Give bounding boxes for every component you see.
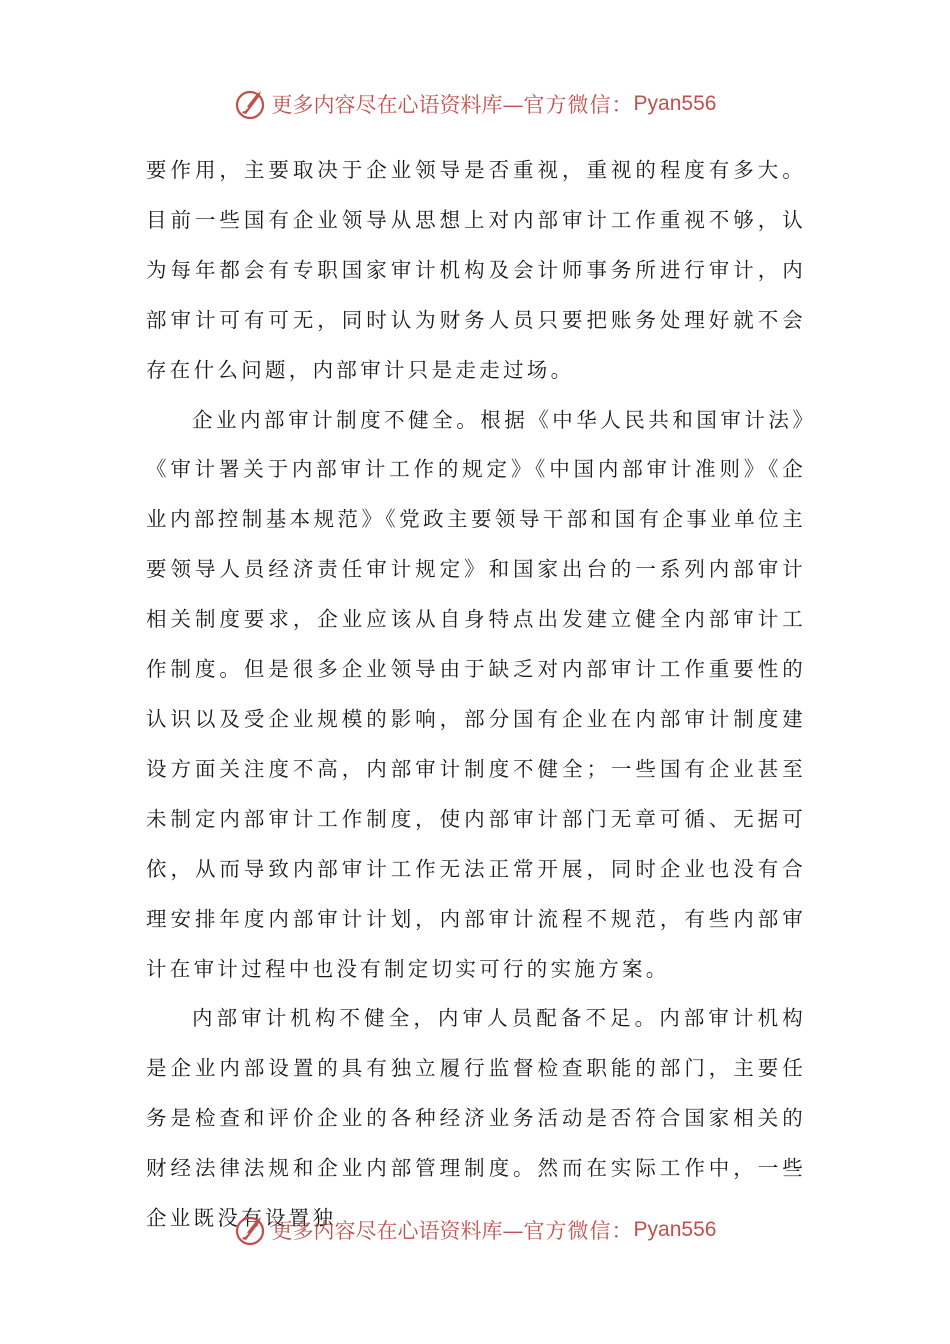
header-banner (0, 84, 950, 124)
footer-banner (0, 1210, 950, 1250)
banner-wechat-id: Pyan556 (633, 92, 717, 115)
paragraph-1: 要作用，主要取决于企业领导是否重视，重视的程度有多大。目前一些国有企业领导从思想上对内部审计工作重视不够，认为每年都会有专职国家审计机构及会计师事务所进行审计，内部审计可有可无，同时认为财务人员只要把账务处理好就不会存在什么问题，内部审计只是走走过场。 (146, 158, 806, 382)
banner-label: 官方微信： (523, 93, 634, 117)
paragraph-3: 内部审计机构不健全，内审人员配备不足。内部审计机构是企业内部设置的具有独立履行监督检查职能的部门，主要任务是检查和评价企业的各种经济业务活动是否符合国家相关的财经法律法规和企业内部管理制度。然而在实际工作中，一些企业既没有设置独 (146, 1006, 806, 1231)
paragraph-2: 企业内部审计制度不健全。根据《中华人民共和国审计法》《审计署关于内部审计工作的规定》《中国内部审计准则》《企业内部控制基本规范》《党政主要领导干部和国有企事业单位主要领导人员经济责任审计规定》和国家出台的一系列内部审计相关制度要求，企业应该从自身特点出发建立健全内部审计工作制度。但是很多企业领导由于缺乏对内部审计工作重要性的认识以及受企业规模的影响，部分国有企业在内部审计制度建设方面关注度不高，内部审计制度不健全；一些国有企业甚至未制定内部审计工作制度，使内部审计部门无章可循、无据可依，从而导致内部审计工作无法正常开展，同时企业也没有合理安排年度内部审计计划，内部审计流程不规范，有些内部审计在审计过程中也没有制定切实可行的实施方案。 (146, 407, 806, 981)
banner-text: 更多内容尽在心语资料库— (271, 1219, 524, 1243)
document-body (146, 146, 806, 1244)
banner-text: 更多内容尽在心语资料库— (271, 93, 524, 117)
banner-wechat-id: Pyan556 (633, 1218, 717, 1241)
banner-label: 官方微信： (523, 1219, 634, 1243)
pen-logo-icon (234, 87, 268, 121)
pen-logo-icon (234, 1213, 268, 1247)
